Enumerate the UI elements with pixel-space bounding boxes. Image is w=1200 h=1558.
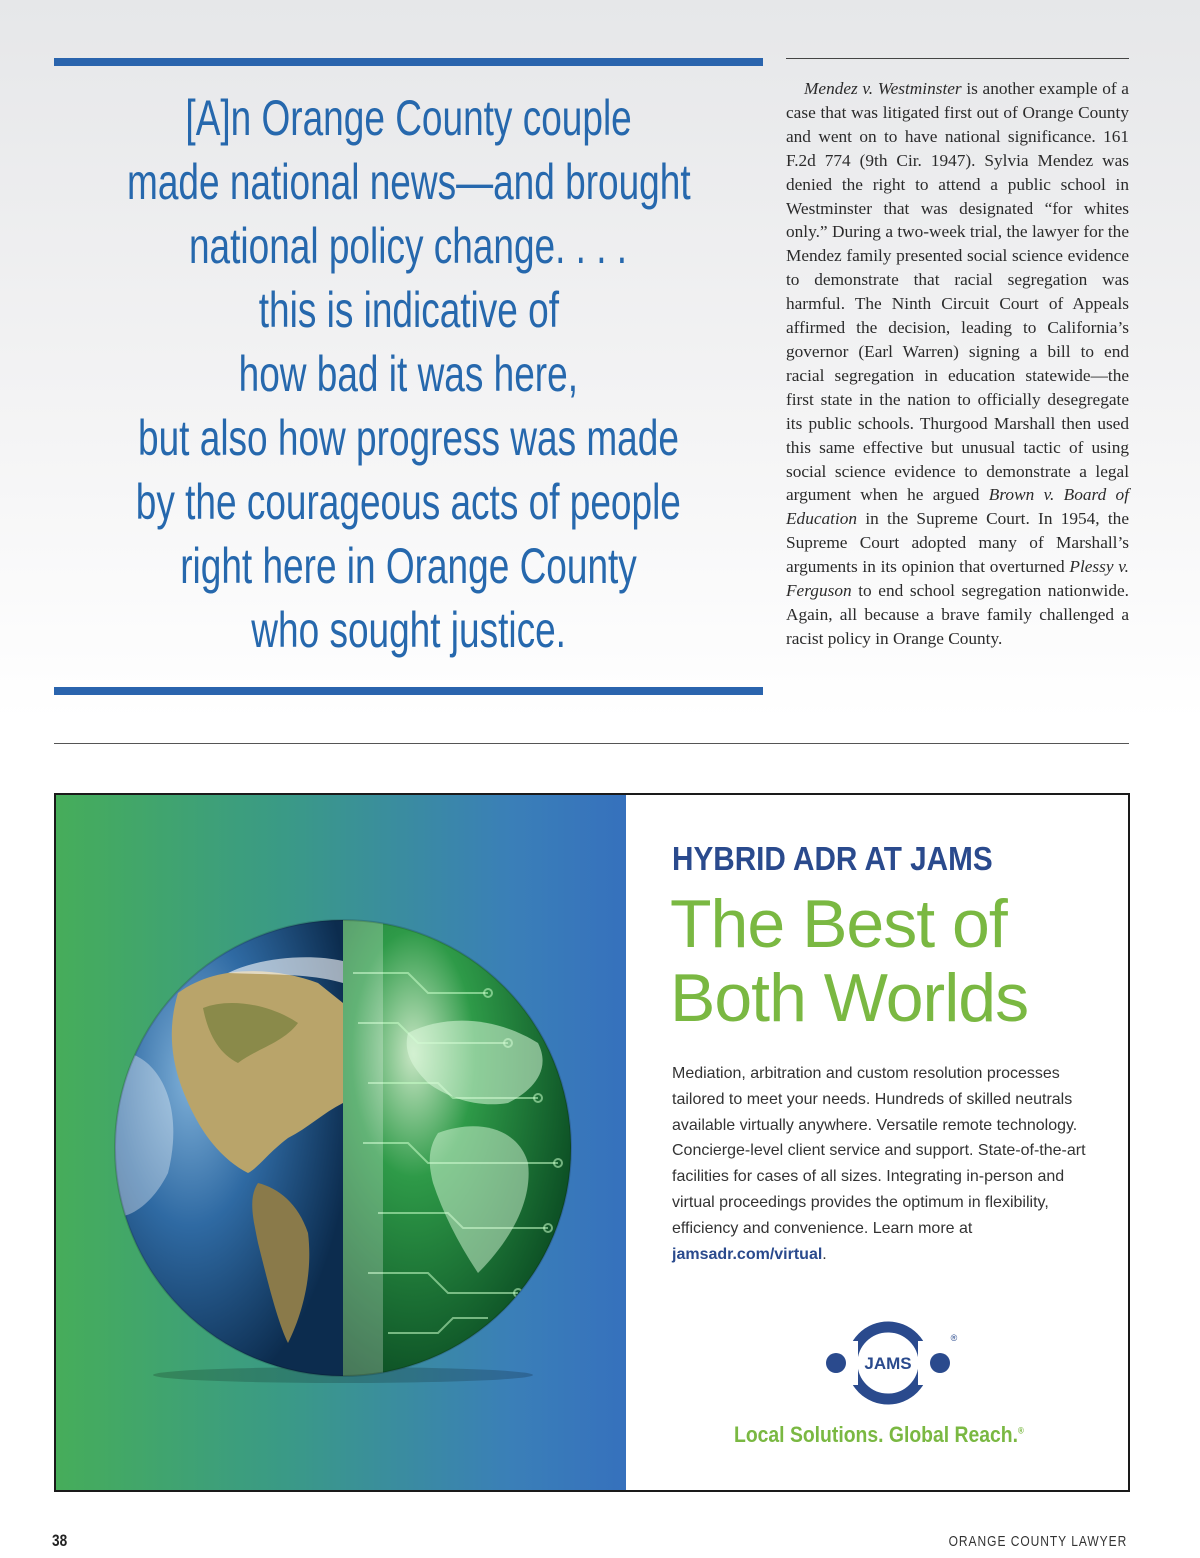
article-text: to end school segregation nationwide. Again, all because a brave family challenged a racist policy in Orange County. bbox=[786, 581, 1129, 648]
article-paragraph bbox=[786, 77, 1129, 651]
pullquote-bottom-rule bbox=[54, 687, 763, 695]
case-name: Plessy v. Ferguson bbox=[786, 557, 1129, 601]
ad-body-copy: Mediation, arbitration and custom resolution processes tailored to meet your needs. Hundreds of skilled neutrals available virtually anywhere. Versatile remote technology. Concierge-level client service and support. State-of-the-art facilities for cases of all sizes. Integrating in-person and virtual proceedings provides the optimum in flexibility, efficiency and convenience. Learn more at bbox=[672, 1065, 1086, 1237]
publication-name: ORANGE COUNTY LAWYER bbox=[948, 1533, 1127, 1550]
case-name: Brown v. Board of Education bbox=[786, 485, 1129, 529]
article-text: is another example of a case that was litigated first out of Orange County and went on to have national significance. 161 F.2d 774 (9th Cir. 1947). Sylvia Mendez was denied the right to attend a public school in Westminster that was designated “for whites only.” During a two-week trial, the lawyer for the Mendez family presented social science evidence to demonstrate that racial segregation was harmful. The Ninth Circuit Court of Appeals affirmed the decision, leading to California’s governor (Earl Warren) signing a bill to end racial segregation in education statewide—the first state in the nation to officially desegregate its public schools. Thurgood Marshall then used this same effective but unusual tactic of using social science evidence to demonstrate a legal argument when he argued bbox=[786, 79, 1129, 505]
pull-quote-line: by the courageous acts of people bbox=[135, 474, 682, 530]
pull-quote-line: [A]n Orange County couple bbox=[185, 90, 632, 146]
pull-quote-line: but also how progress was made bbox=[138, 410, 679, 466]
pull-quote-line: who sought justice. bbox=[251, 602, 566, 658]
jams-logo-text: JAMS bbox=[864, 1354, 912, 1373]
ad-body-text bbox=[672, 1061, 1092, 1267]
ad-tagline-text: Local Solutions. Global Reach. bbox=[734, 1422, 1018, 1447]
pull-quote-line: made national news—and brought bbox=[126, 154, 691, 210]
case-name: Mendez v. Westminster bbox=[804, 79, 962, 98]
page-number: 38 bbox=[52, 1531, 68, 1550]
ad-headline bbox=[670, 887, 1028, 1035]
ad-headline-line: Both Worlds bbox=[670, 960, 1029, 1036]
pull-quote bbox=[54, 86, 763, 666]
article-text: in the Supreme Court. In 1954, the Supreme Court adopted many of Marshall’s arguments in its opinion that overturned bbox=[786, 509, 1129, 577]
pull-quote-line: how bad it was here, bbox=[238, 346, 579, 402]
ad-text-panel bbox=[626, 795, 1128, 1490]
jams-advertisement[interactable] bbox=[54, 793, 1130, 1492]
pull-quote-line: national policy change. . . . bbox=[189, 218, 628, 274]
pull-quote-line: this is indicative of bbox=[258, 282, 559, 338]
ad-kicker: HYBRID ADR AT JAMS bbox=[672, 840, 993, 877]
pullquote-top-rule bbox=[54, 58, 763, 66]
column-top-rule bbox=[786, 58, 1129, 59]
pull-quote-line: right here in Orange County bbox=[180, 538, 637, 594]
ad-image-panel bbox=[56, 795, 626, 1490]
ad-tagline bbox=[734, 1422, 1024, 1448]
tagline-registered-mark: ® bbox=[1017, 1425, 1024, 1436]
ad-website-link[interactable]: jamsadr.com/virtual bbox=[672, 1245, 823, 1263]
ad-body-end: . bbox=[822, 1245, 827, 1263]
globe-illustration bbox=[108, 913, 578, 1383]
registered-mark: ® bbox=[950, 1333, 958, 1343]
ad-headline-line: The Best of bbox=[670, 886, 1007, 962]
section-divider bbox=[54, 743, 1129, 744]
jams-logo bbox=[806, 1313, 966, 1413]
